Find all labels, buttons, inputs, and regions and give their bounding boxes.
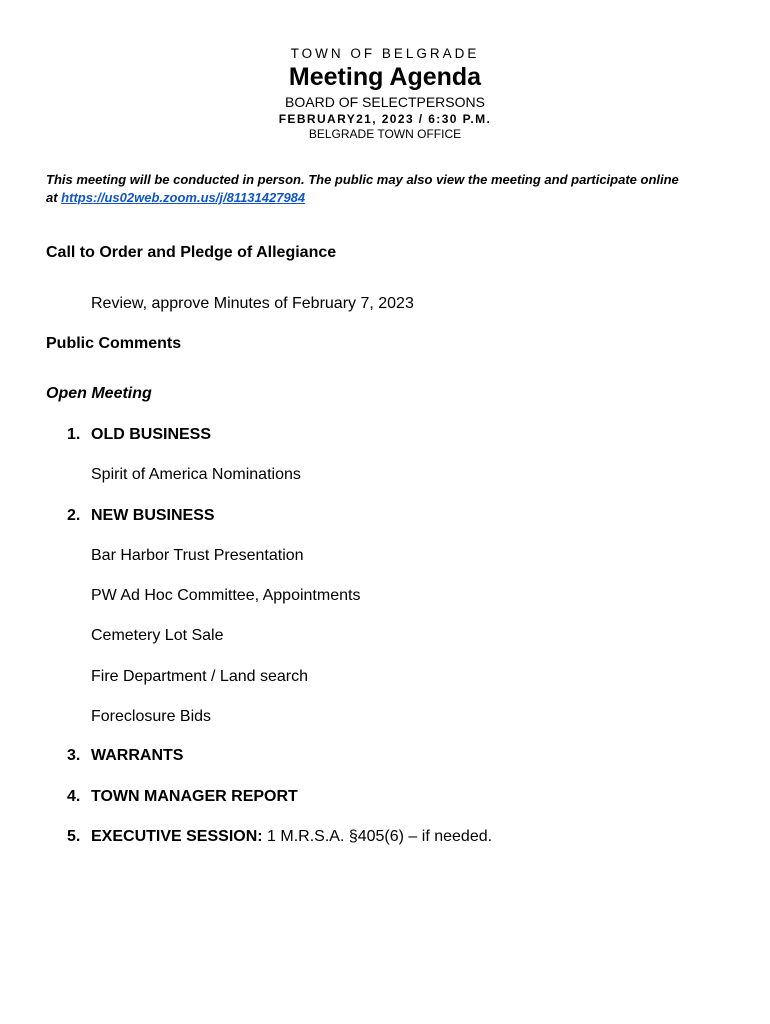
new-business-heading: NEW BUSINESS: [91, 507, 215, 524]
agenda-subitem: Cemetery Lot Sale: [91, 627, 224, 644]
executive-session-detail: 1 M.R.S.A. §405(6) – if needed.: [262, 828, 493, 845]
meeting-location: BELGRADE TOWN OFFICE: [308, 127, 462, 141]
agenda-subitem: Fire Department / Land search: [91, 668, 308, 685]
agenda-item-number: 1.: [67, 426, 81, 443]
executive-session-heading: EXECUTIVE SESSION:: [91, 828, 263, 845]
notice-line: This meeting will be conducted in person. The public may also view the meeting and participate online: [46, 172, 679, 187]
notice-paragraph: [46, 171, 679, 207]
agenda-item-number: 4.: [67, 788, 81, 805]
old-business-heading: OLD BUSINESS: [91, 426, 212, 443]
agenda-item-number: 2.: [67, 507, 81, 524]
agenda-item-number: 5.: [67, 828, 81, 845]
agenda-subitem: Spirit of America Nominations: [91, 466, 301, 483]
call-to-order-heading: Call to Order and Pledge of Allegiance: [46, 244, 337, 261]
minutes-item: Review, approve Minutes of February 7, 2023: [91, 295, 414, 312]
agenda-subitem: Foreclosure Bids: [91, 708, 212, 725]
zoom-link[interactable]: https://us02web.zoom.us/j/81131427984: [61, 190, 306, 205]
agenda-item-number: 3.: [67, 747, 81, 764]
meeting-date-time: FEBRUARY21, 2023 / 6:30 P.M.: [278, 112, 492, 126]
agenda-subitem: Bar Harbor Trust Presentation: [91, 547, 304, 564]
board-name: BOARD OF SELECTPERSONS: [285, 94, 485, 110]
open-meeting-heading: Open Meeting: [46, 385, 152, 402]
public-comments-heading: Public Comments: [46, 335, 182, 352]
notice-link-line: [46, 189, 679, 207]
executive-session-item: [91, 828, 492, 846]
page-title: Meeting Agenda: [288, 63, 482, 91]
warrants-heading: WARRANTS: [91, 747, 184, 764]
town-manager-report-heading: TOWN MANAGER REPORT: [91, 788, 298, 805]
notice-prefix: at: [46, 190, 62, 205]
agenda-subitem: PW Ad Hoc Committee, Appointments: [91, 587, 361, 604]
town-name: TOWN OF BELGRADE: [290, 46, 480, 61]
